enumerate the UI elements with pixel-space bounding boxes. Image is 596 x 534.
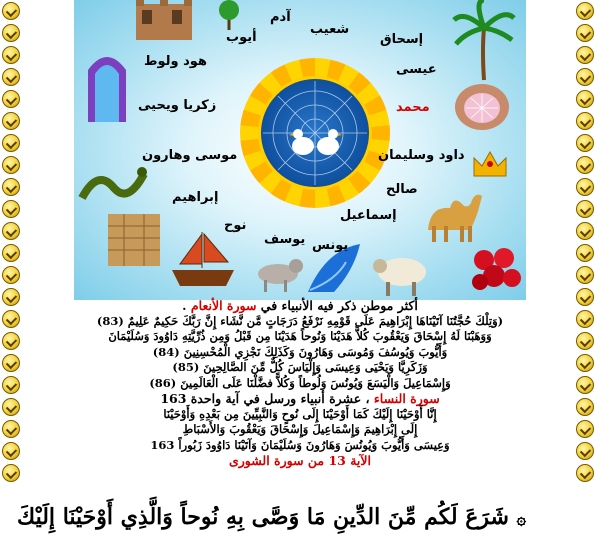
ornament-icon bbox=[576, 442, 594, 460]
ornament-icon bbox=[576, 398, 594, 416]
heading-surah: سورة الأنعام bbox=[190, 298, 257, 313]
ornament-icon bbox=[2, 68, 20, 86]
ornament-icon bbox=[2, 134, 20, 152]
ayah-star-icon: ۞ bbox=[516, 509, 526, 528]
prophets-illustration bbox=[74, 0, 526, 300]
ayah-line: (وَتِلْكَ حُجَّتُنَا آتَيْنَاهَا إِبْرَاهِيمَ عَلَى قَوْمِهِ نَرْفَعُ دَرَجَاتٍ مَّن نَّشَاء إِنَّ رَبَّكَ حَكِيمٌ عَلِيمٌ (83) bbox=[96, 313, 504, 328]
prophet-name-muhammad: محمد bbox=[396, 100, 430, 115]
cave-web-icon bbox=[454, 82, 510, 132]
ornament-icon bbox=[576, 46, 594, 64]
ram-icon bbox=[372, 248, 432, 296]
nisa-surah: سورة النساء bbox=[373, 391, 440, 406]
nisa-description: ، عشرة أنبياء ورسل في آية واحدة 163 bbox=[160, 391, 370, 406]
prophet-name-musa-harun: موسى وهارون bbox=[142, 148, 238, 163]
ornament-icon bbox=[576, 24, 594, 42]
shura-ayah-line bbox=[17, 502, 526, 530]
ornament-icon bbox=[576, 244, 594, 262]
heading-prefix: أكثر موطن ذكر فيه الأنبياء في bbox=[260, 298, 418, 313]
ornament-icon bbox=[2, 90, 20, 108]
ornament-icon bbox=[2, 464, 20, 482]
ornament-icon bbox=[2, 178, 20, 196]
snake-staff-icon bbox=[78, 158, 148, 204]
ayah-line: إِلَى إِبْرَاهِيمَ وَإِسْمَاعِيلَ وَإِسْحَاقَ وَيَعْقُوبَ وَالأَسْبَاطِ bbox=[182, 422, 418, 436]
ornament-icon bbox=[2, 200, 20, 218]
nisa-heading-line bbox=[74, 391, 526, 407]
ornament-icon bbox=[2, 24, 20, 42]
tree-icon bbox=[214, 0, 244, 30]
camel-icon bbox=[420, 186, 490, 242]
ornament-icon bbox=[2, 244, 20, 262]
heading-suffix: . bbox=[182, 298, 187, 313]
ornament-icon bbox=[2, 156, 20, 174]
ornament-icon bbox=[576, 134, 594, 152]
prophet-name-ayyub: أيوب bbox=[226, 30, 257, 45]
ornament-icon bbox=[576, 156, 594, 174]
crown-icon bbox=[470, 146, 510, 186]
prophet-name-ismail: إسماعيل bbox=[340, 208, 397, 223]
ornament-icon bbox=[576, 420, 594, 438]
ornament-icon bbox=[576, 376, 594, 394]
ornament-icon bbox=[2, 442, 20, 460]
ornament-icon bbox=[2, 222, 20, 240]
ornament-icon bbox=[2, 288, 20, 306]
ornament-icon bbox=[576, 2, 594, 20]
ornament-icon bbox=[2, 2, 20, 20]
ornament-icon bbox=[2, 266, 20, 284]
ayah-line: وَزَكَرِيَّا وَيَحْيَى وَعِيسَى وَإِلْيَاسَ كُلٌّ مِّنَ الصَّالِحِينَ (85) bbox=[172, 360, 428, 374]
roses-icon bbox=[470, 246, 522, 294]
ornament-icon bbox=[2, 112, 20, 130]
ayah-line: وَإِسْمَاعِيلَ وَالْيَسَعَ وَيُونُسَ وَلُوطاً وَكُلاًّ فضَّلْنَا عَلَى الْعَالَمِينَ (86) bbox=[149, 375, 451, 390]
prophet-name-isa: عيسى bbox=[396, 62, 437, 77]
prophet-name-yunus: يونس bbox=[312, 238, 349, 253]
ornament-icon bbox=[576, 310, 594, 328]
left-ornament-border bbox=[0, 0, 22, 525]
ornament-icon bbox=[576, 112, 594, 130]
ornament-icon bbox=[576, 68, 594, 86]
ayah-line: إِنَّا أَوْحَيْنَا إِلَيْكَ كَمَا أَوْحَيْنَا إِلَى نُوحٍ وَالنَّبِيِّينَ مِن بَعْدِهِ وَأَوْحَيْنَا bbox=[163, 406, 437, 421]
ayah-line: وَعِيسَى وَأَيُّوبَ وَيُونُسَ وَهَارُونَ وَسُلَيْمَانَ وَآتَيْنَا دَاوُودَ زَبُوراً 163 bbox=[150, 437, 450, 452]
fortress-icon bbox=[132, 0, 196, 40]
prophet-name-zakariya-yahya: زكريا ويحيى bbox=[138, 98, 217, 113]
prophet-name-salih: صالح bbox=[386, 182, 418, 197]
prophet-name-adam: آدم bbox=[270, 10, 291, 25]
prophet-name-nuh: نوح bbox=[224, 218, 247, 233]
ornament-icon bbox=[576, 90, 594, 108]
ornament-icon bbox=[2, 46, 20, 64]
ornament-icon bbox=[2, 420, 20, 438]
ornament-icon bbox=[2, 376, 20, 394]
brick-tower-icon bbox=[104, 210, 164, 266]
prophet-name-ishaq: إسحاق bbox=[380, 32, 424, 47]
palm-tree-icon bbox=[454, 0, 514, 80]
ornament-icon bbox=[576, 464, 594, 482]
ayah-line: وَوَهَبْنَا لَهُ إِسْحَاقَ وَيَعْقُوبَ كُلاًّ هَدَيْنَا وَنُوحاً هَدَيْنَا مِن قَبْلُ وَمِن ذُرِّيَّتِهِ دَاوُودَ وَسُلَيْمَانَ bbox=[108, 329, 492, 343]
heading-line bbox=[74, 298, 526, 314]
ornament-icon bbox=[576, 332, 594, 350]
quran-text-block bbox=[74, 298, 526, 469]
ornament-icon bbox=[2, 310, 20, 328]
ornament-icon bbox=[576, 222, 594, 240]
prophet-name-ibrahim: إبراهيم bbox=[172, 190, 219, 205]
ornament-icon bbox=[2, 354, 20, 372]
ark-ship-icon bbox=[170, 228, 236, 288]
prophet-name-yusuf: يوسف bbox=[264, 232, 306, 247]
ornament-icon bbox=[2, 332, 20, 350]
prophet-name-dawud-sulayman: داود وسليمان bbox=[378, 148, 465, 163]
right-ornament-border bbox=[574, 0, 596, 525]
ornament-icon bbox=[576, 200, 594, 218]
ornament-icon bbox=[576, 354, 594, 372]
spider-web-icon bbox=[258, 76, 372, 190]
ornament-icon bbox=[576, 288, 594, 306]
shura-reference: الآية 13 من سورة الشورى bbox=[228, 453, 372, 468]
shura-ayah-text: شَرَعَ لَكُم مِّنَ الدِّينِ مَا وَصَّى بِهِ نُوحاً وَالَّذِي أَوْحَيْنَا إِلَيْكَ bbox=[17, 504, 509, 530]
ayah-line: وَأَيُّوبَ وَيُوسُفَ وَمُوسَى وَهَارُونَ وَكَذَلِكَ نَجْزِي الْمُحْسِنِينَ (84) bbox=[152, 344, 448, 359]
wolf-icon bbox=[254, 252, 304, 292]
ornament-icon bbox=[2, 398, 20, 416]
ornament-icon bbox=[576, 178, 594, 196]
ornament-icon bbox=[576, 266, 594, 284]
arch-door-icon bbox=[86, 48, 128, 122]
prophet-name-hud-lut: هود ولوط bbox=[144, 54, 207, 69]
prophet-name-shuaib: شعيب bbox=[310, 22, 350, 37]
